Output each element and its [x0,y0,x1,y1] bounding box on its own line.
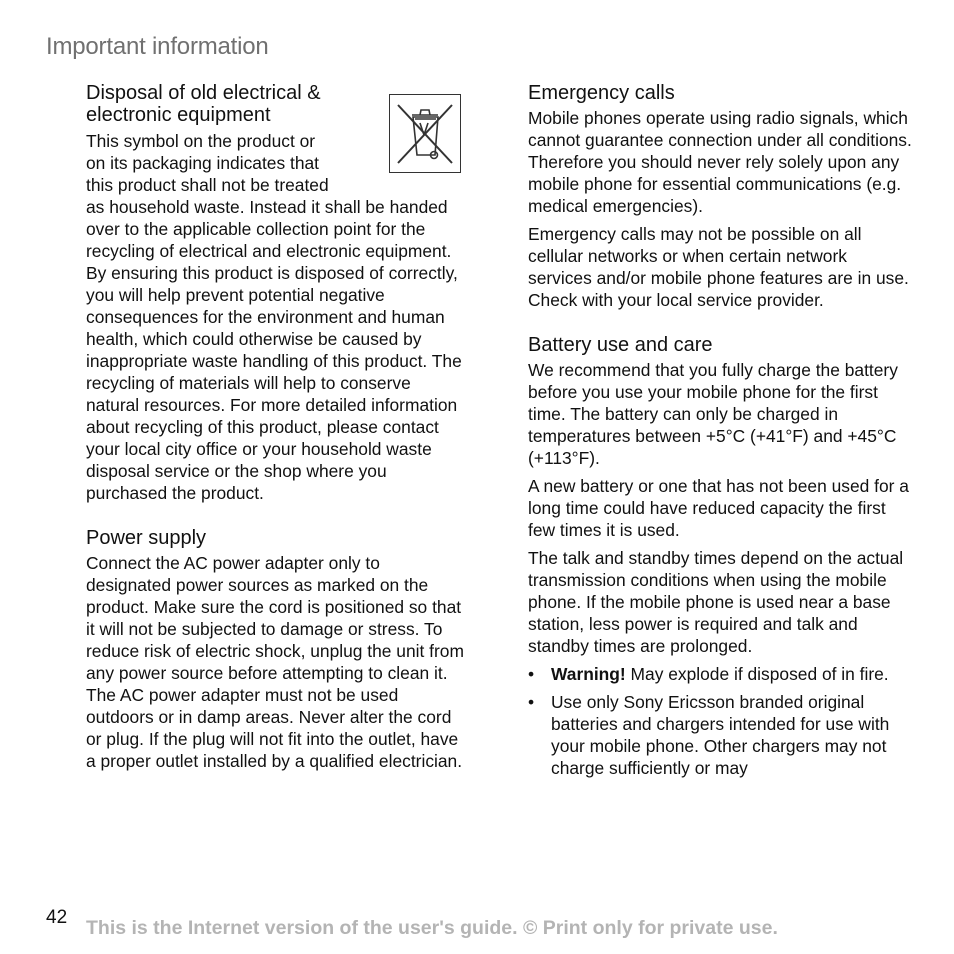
disposal-intro-line: this product shall not be treated [86,175,329,195]
disposal-heading: Disposal of old electrical & electronic equipment [86,82,321,126]
power-supply-body: Connect the AC power adapter only to designated power sources as marked on the product. Make sure the cord is positioned so that it will not be subjected to damage or stress. To reduce risk of electric shock, unplug the unit from any power source before attempting to clean it. The AC power adapter must not be used outdoors or in damp areas. Never alter the cord or plug. If the plug will not fit into the outlet, have a proper outlet installed by a qualified electrician. [86,553,464,771]
right-column [528,82,913,785]
battery-section [528,334,913,779]
battery-paragraph: The talk and standby times depend on the actual transmission conditions when using the mobile phone. If the mobile phone is used near a base station, less power is required and talk and standby times are prolonged. [528,548,904,656]
disposal-intro-line: This symbol on the product or [86,131,316,151]
list-item [528,663,913,685]
emergency-calls-paragraph: Mobile phones operate using radio signals, which cannot guarantee connection under all conditions. Therefore you should never rely solely upon any mobile phone for essential communications (e.g. medical emergencies). [528,108,912,216]
emergency-calls-section [528,82,913,311]
list-item-text: Use only Sony Ericsson branded original batteries and chargers intended for use with your mobile phone. Other chargers may not charge sufficiently or may [551,692,890,778]
bullet-icon: • [528,664,535,684]
warning-label: Warning! [551,664,626,684]
list-item [528,691,913,779]
section-title: Important information [46,33,269,60]
battery-heading: Battery use and care [528,334,713,356]
battery-paragraph: A new battery or one that has not been used for a long time could have reduced capacity the first few times it is used. [528,476,909,540]
disposal-body: as household waste. Instead it shall be handed over to the applicable collection point for the recycling of electrical and electronic equipment. By ensuring this product is disposed of correctly, you will help prevent potential negative consequences for the environment and human health, which could otherwise be caused by inappropriate waste handling of this product. The recycling of materials will help to conserve natural resources. For more detailed information about recycling of this product, please contact your local city office or your household waste disposal service or the shop where you purchased the product. [86,197,462,503]
emergency-calls-heading: Emergency calls [528,82,675,104]
battery-bullet-list [528,663,913,779]
disposal-section [86,82,466,504]
page-number: 42 [46,907,68,928]
power-supply-heading: Power supply [86,527,207,549]
battery-paragraph: We recommend that you fully charge the battery before you use your mobile phone for the first time. The battery can only be charged in temperatures between +5°C (+41°F) and +45°C (+113°F). [528,360,898,468]
list-item-text: May explode if disposed of in fire. [625,664,889,684]
left-column [86,82,466,778]
crossed-out-wheelie-bin-icon [389,94,461,173]
power-supply-section [86,527,466,772]
bullet-icon: • [528,692,535,712]
disposal-intro-line: on its packaging indicates that [86,153,319,173]
emergency-calls-paragraph: Emergency calls may not be possible on all cellular networks or when certain network services and/or mobile phone features are in use. Check with your local service provider. [528,224,909,310]
footer-notice: This is the Internet version of the user's guide. © Print only for private use. [86,917,778,939]
